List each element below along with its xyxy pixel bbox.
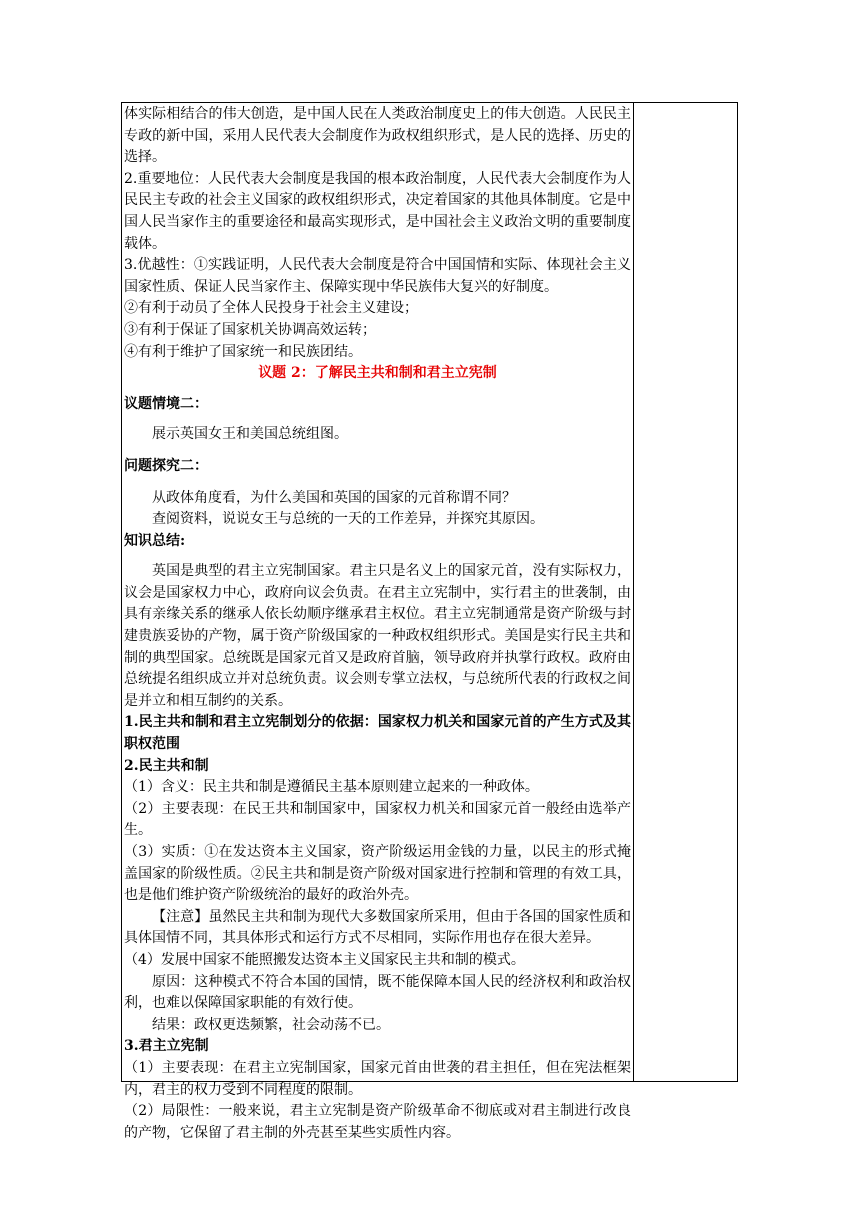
intro-paragraph: 体实际相结合的伟大创造，是中国人民在人类政治制度史上的伟大创造。人民民主专政的新中国，采用人民代表大会制度作为政权组织形式，是人民的选择、历史的选择。 (124, 106, 631, 166)
situation-text: 展示英国女王和美国总统组图。 (152, 426, 348, 443)
main-content-cell (122, 103, 633, 1144)
superiority-point-2: ②有利于动员了全体人民投身于社会主义建设； (124, 300, 418, 317)
superiority-point-3: ③有利于保证了国家机关协调高效运转； (124, 321, 376, 338)
notes-column-cell (634, 103, 737, 1081)
point-3-heading: 3.君主立宪制 (124, 1038, 209, 1055)
situation-heading: 议题情境二： (124, 395, 208, 412)
point-1-basis: 1.民主共和制和君主立宪制划分的依据：国家权力机关和国家元首的产生方式及其职权范围 (124, 714, 631, 753)
content-table (121, 102, 738, 1141)
topic-2-title: 议题 2：了解民主共和制和君主立宪制 (258, 365, 497, 382)
note-paragraph: 【注意】虽然民主共和制为现代大多数国家所采用，但由于各国的国家性质和具体国情不同，其具体形式和运行方式不尽相同，实际作用也存在很大差异。 (124, 908, 631, 947)
summary-text: 英国是典型的君主立宪制国家。君主只是名义上的国家元首，没有实际权力，议会是国家权力中心，政府向议会负责。在君主立宪制中，实行君主的世袭制，由具有亲缘关系的继承人依长幼顺序继承君主权位。君主立宪制通常是资产阶级与封建贵族妥协的产物，属于资产阶级国家的一种政权组织形式。美国是实行民主共和制的典型国家。总统既是国家元首又是政府首脑，领导政府并执掌行政权。政府由总统提名组织成立并对总统负责。议会则专掌立法权，与总统所代表的行政权之间是并立和相互制约的关系。 (124, 563, 631, 709)
point-2-3: （3）实质：①在发达资本主义国家，资产阶级运用金钱的力量，以民主的形式掩盖国家的阶级性质。②民主共和制是资产阶级对国家进行控制和管理的有效工具，也是他们维护资产阶级统治的最好的政治外壳。 (124, 844, 631, 904)
point-2-1: （1）含义：民主共和制是遵循民主基本原则建立起来的一种政体。 (124, 779, 539, 796)
importance-paragraph: 2.重要地位：人民代表大会制度是我国的根本政治制度，人民代表大会制度作为人民民主专政的社会主义国家的政权组织形式，决定着国家的其他具体制度。它是中国人民当家作主的重要途径和最高实现形式，是中国社会主义政治文明的重要制度载体。 (124, 170, 631, 252)
inquiry-question-1: 从政体角度看，为什么美国和英国的国家的元首称谓不同？ (152, 489, 516, 506)
point-2-2: （2）主要表现：在民王共和制国家中，国家权力机关和国家元首一般经由选举产生。 (124, 800, 631, 839)
superiority-point-4: ④有利于维护了国家统一和民族团结。 (124, 343, 362, 360)
superiority-paragraph: 3.优越性：①实践证明，人民代表大会制度是符合中国国情和实际、体现社会主义国家性质、保证人民当家作主、保障实现中华民族伟大复兴的好制度。 (124, 257, 631, 295)
point-3-1: （1）主要表现：在君主立宪制国家，国家元首由世袭的君主担任，但在宪法框架内，君主的权力受到不同程度的限制。 (124, 1059, 631, 1098)
point-2-heading: 2.民主共和制 (124, 757, 209, 774)
result-paragraph: 结果：政权更迭频繁，社会动荡不已。 (152, 1016, 390, 1033)
summary-heading: 知识总结: (124, 532, 186, 549)
point-2-4: （4）发展中国家不能照搬发达资本主义国家民主共和制的模式。 (124, 951, 525, 968)
reason-paragraph: 原因：这种模式不符合本国的国情，既不能保障本国人民的经济权利和政治权利，也难以保障国家职能的有效行使。 (124, 973, 631, 1012)
point-3-2: （2）局限性：一般来说，君主立宪制是资产阶级革命不彻底或对君主制进行改良的产物，它保留了君主制的外壳甚至某些实质性内容。 (124, 1103, 631, 1141)
inquiry-heading: 问题探究二： (124, 457, 208, 474)
inquiry-question-2: 查阅资料，说说女王与总统的一天的工作差异，并探究其原因。 (152, 511, 544, 528)
